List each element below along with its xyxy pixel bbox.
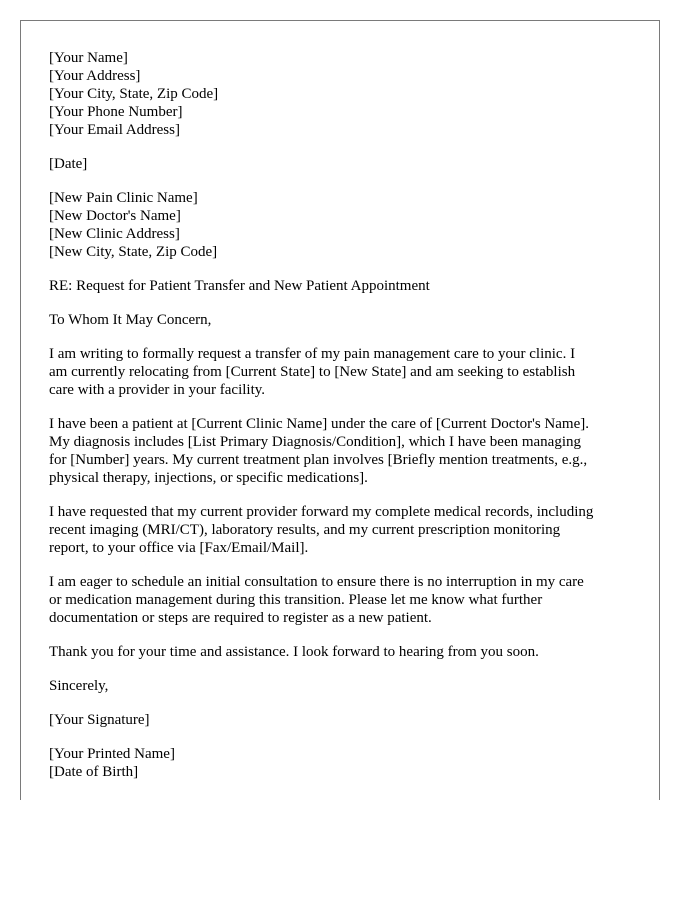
paragraph-line: physical therapy, injections, or specific medications]. [49,470,368,486]
paragraph-4 [49,573,639,627]
recipient-clinic-address: [New Clinic Address] [49,226,180,242]
paragraph-line: for [Number] years. My current treatment plan involves [Briefly mention treatments, e.g., [49,452,588,468]
letter-page [20,20,660,800]
sender-phone: [Your Phone Number] [49,104,183,120]
salutation [49,311,639,329]
sender-email: [Your Email Address] [49,122,180,138]
sender-block [49,49,639,139]
paragraph-line: My diagnosis includes [List Primary Diagnosis/Condition], which I have been managing [49,434,582,450]
paragraph-line: documentation or steps are required to register as a new patient. [49,610,432,626]
paragraph-5 [49,643,639,661]
paragraph-3 [49,503,639,557]
paragraph-line: report, to your office via [Fax/Email/Mail]. [49,540,309,556]
sender-address: [Your Address] [49,68,141,84]
recipient-doctor-name: [New Doctor's Name] [49,208,181,224]
salutation-text: To Whom It May Concern, [49,312,212,328]
printed-name-block [49,745,639,781]
paragraph-line: care with a provider in your facility. [49,382,266,398]
paragraph-line: or medication management during this transition. Please let me know what further [49,592,543,608]
paragraph-line: I am eager to schedule an initial consultation to ensure there is no interruption in my care [49,574,584,590]
letter-date: [Date] [49,156,88,172]
subject-text: RE: Request for Patient Transfer and New Patient Appointment [49,278,430,294]
sender-city-state-zip: [Your City, State, Zip Code] [49,86,219,102]
signature-block [49,711,639,729]
date-block [49,155,639,173]
paragraph-line: recent imaging (MRI/CT), laboratory results, and my current prescription monitoring [49,522,561,538]
recipient-block [49,189,639,261]
paragraph-line: I am writing to formally request a transfer of my pain management care to your clinic. I [49,346,576,362]
recipient-city-state-zip: [New City, State, Zip Code] [49,244,218,260]
letter-body [49,49,639,797]
date-of-birth: [Date of Birth] [49,764,139,780]
paragraph-1 [49,345,639,399]
paragraph-line: I have requested that my current provider forward my complete medical records, including [49,504,594,520]
closing-text: Sincerely, [49,678,109,694]
subject-line [49,277,639,295]
paragraph-2 [49,415,639,487]
paragraph-line: Thank you for your time and assistance. I look forward to hearing from you soon. [49,644,539,660]
signature-placeholder: [Your Signature] [49,712,150,728]
sender-name: [Your Name] [49,50,128,66]
closing [49,677,639,695]
paragraph-line: I have been a patient at [Current Clinic Name] under the care of [Current Doctor's Name]. [49,416,589,432]
recipient-clinic-name: [New Pain Clinic Name] [49,190,198,206]
paragraph-line: am currently relocating from [Current State] to [New State] and am seeking to establish [49,364,576,380]
printed-name: [Your Printed Name] [49,746,175,762]
